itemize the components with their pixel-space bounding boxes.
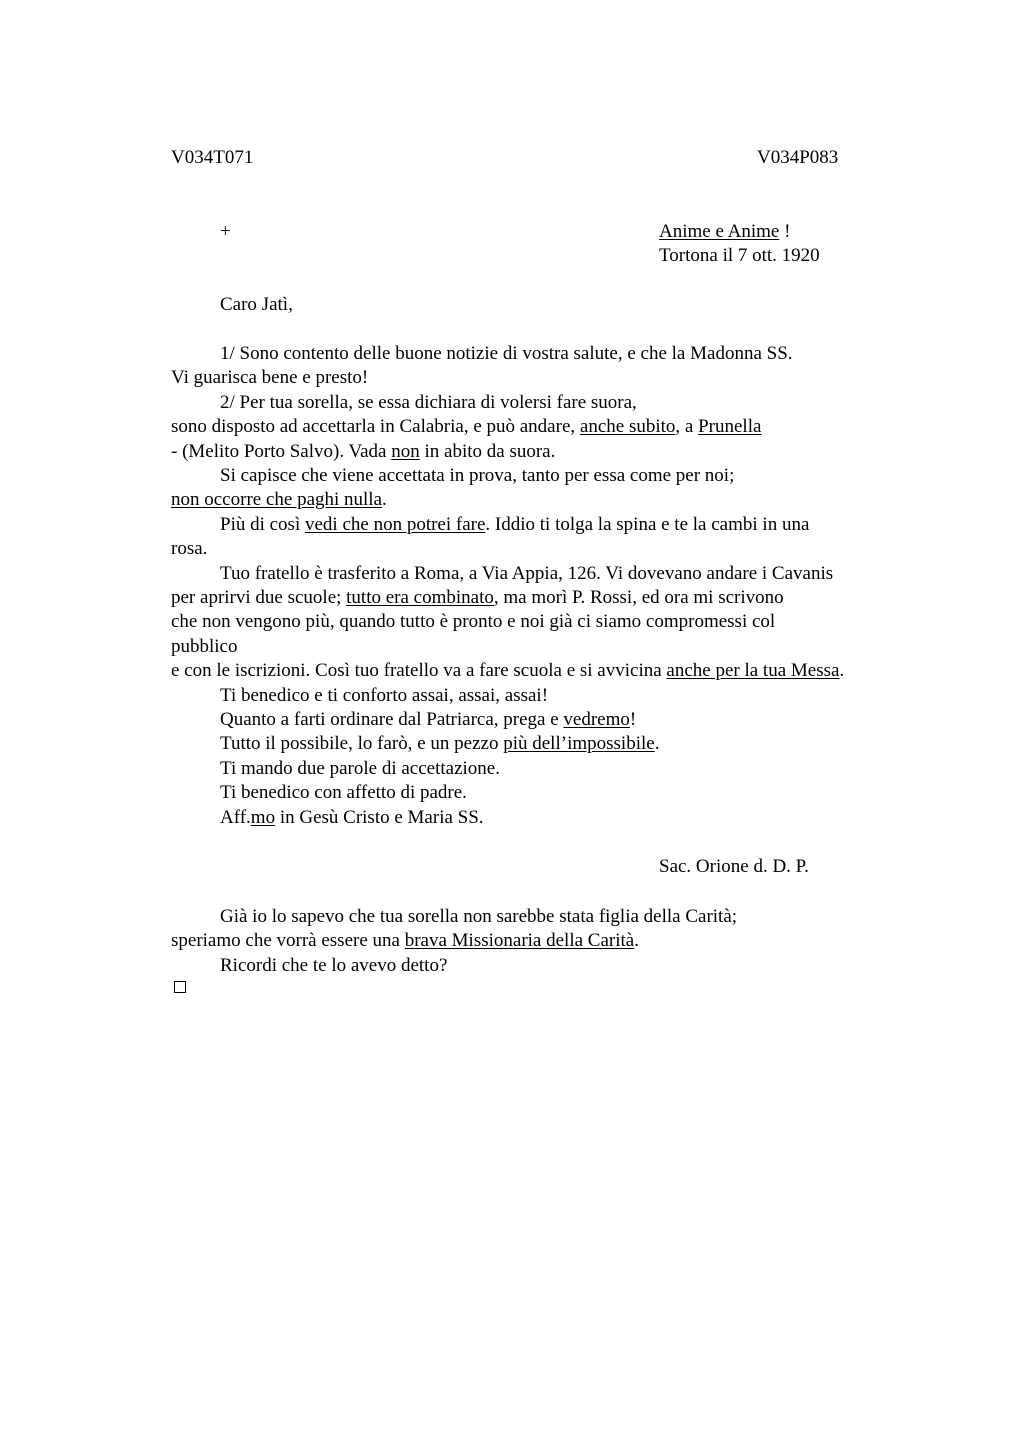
body-line: [220, 684, 548, 708]
motto: [659, 220, 790, 244]
body-line: [220, 708, 636, 732]
body-line: [171, 415, 761, 439]
empty-square-icon: [174, 981, 186, 993]
header-right-code: V034P083: [757, 147, 839, 168]
body-line: [171, 440, 555, 464]
postscript-line: [220, 905, 737, 929]
motto-underlined: Anime e Anime: [659, 221, 780, 242]
body-line: [171, 610, 775, 634]
text-run: .: [839, 660, 845, 681]
underlined-text: brava Missionaria della Carità: [404, 930, 635, 951]
underlined-text: mo: [250, 807, 276, 828]
salutation: Caro Jatì,: [220, 294, 293, 315]
text-run: !: [629, 709, 637, 730]
underlined-text: anche per la tua Messa: [666, 660, 840, 681]
text-run: . Iddio ti tolga la spina e te la cambi in una: [485, 514, 810, 535]
body-line: [220, 464, 734, 488]
body-line: [220, 342, 793, 366]
text-run: rosa.: [171, 538, 208, 559]
body-line: [220, 781, 467, 805]
body-line: [171, 586, 784, 610]
text-run: - (Melito Porto Salvo). Vada: [171, 441, 392, 462]
text-run: .: [634, 930, 639, 951]
text-run: Vi guarisca bene e presto!: [171, 367, 369, 388]
underlined-text: vedremo: [563, 709, 630, 730]
text-run: Ti mando due parole di accettazione.: [220, 758, 500, 779]
body-line: [220, 806, 484, 830]
text-run: Ti benedico con affetto di padre.: [220, 782, 467, 803]
text-run: speriamo che vorrà essere una: [171, 930, 405, 951]
motto-suffix: !: [779, 221, 791, 242]
text-run: in abito da suora.: [419, 441, 556, 462]
text-run: sono disposto ad accettarla in Calabria, e può andare,: [171, 416, 580, 437]
body-line: [171, 488, 387, 512]
underlined-text: vedi che non potrei fare: [304, 514, 486, 535]
text-run: Più di così: [220, 514, 305, 535]
text-run: Ti benedico e ti conforto assai, assai, assai!: [220, 685, 549, 706]
text-run: .: [382, 489, 387, 510]
body-line: [220, 757, 500, 781]
postscript-line: [220, 954, 447, 978]
body-line: [171, 537, 207, 561]
text-run: 2/ Per tua sorella, se essa dichiara di volersi fare suora,: [220, 392, 637, 413]
postscript-line: [171, 929, 639, 953]
underlined-text: tutto era combinato: [346, 587, 494, 608]
text-run: e con le iscrizioni. Così tuo fratello va a fare scuola e si avvicina: [171, 660, 667, 681]
text-run: in Gesù Cristo e Maria SS.: [275, 807, 484, 828]
underlined-text: Prunella: [698, 416, 762, 437]
body-line: [171, 659, 844, 683]
header-left-code: V034T071: [171, 147, 254, 168]
signature: Sac. Orione d. D. P.: [659, 856, 809, 877]
text-run: 1/ Sono contento delle buone notizie di vostra salute, e che la Madonna SS.: [220, 343, 793, 364]
text-run: per aprirvi due scuole;: [171, 587, 347, 608]
text-run: .: [654, 733, 660, 754]
text-run: , ma morì P. Rossi, ed ora mi scrivono: [493, 587, 784, 608]
body-line: [220, 562, 833, 586]
underlined-text: più dell’impossibile: [503, 733, 655, 754]
body-line: [171, 366, 368, 390]
underlined-text: non occorre che paghi nulla: [171, 489, 383, 510]
text-run: Già io lo sapevo che tua sorella non sarebbe stata figlia della Carità;: [220, 906, 738, 927]
body-line: [220, 513, 809, 537]
body-line: [220, 391, 637, 415]
underlined-text: non: [391, 441, 420, 462]
text-run: , a: [675, 416, 699, 437]
body-line: [171, 635, 238, 659]
text-run: Tutto il possibile, lo farò, e un pezzo: [220, 733, 504, 754]
text-run: Quanto a farti ordinare dal Patriarca, prega e: [220, 709, 564, 730]
underlined-text: anche subito: [579, 416, 676, 437]
text-run: pubblico: [171, 636, 238, 657]
text-run: Si capisce che viene accettata in prova, tanto per essa come per noi;: [220, 465, 735, 486]
text-run: Tuo fratello è trasferito a Roma, a Via Appia, 126. Vi dovevano andare i Cavanis: [220, 563, 834, 584]
place-date: Tortona il 7 ott. 1920: [659, 245, 820, 266]
text-run: Ricordi che te lo avevo detto?: [220, 955, 448, 976]
cross-mark: +: [220, 221, 231, 242]
body-line: [220, 732, 659, 756]
text-run: che non vengono più, quando tutto è pronto e noi già ci siamo compromessi col: [171, 611, 776, 632]
text-run: Aff.: [220, 807, 251, 828]
